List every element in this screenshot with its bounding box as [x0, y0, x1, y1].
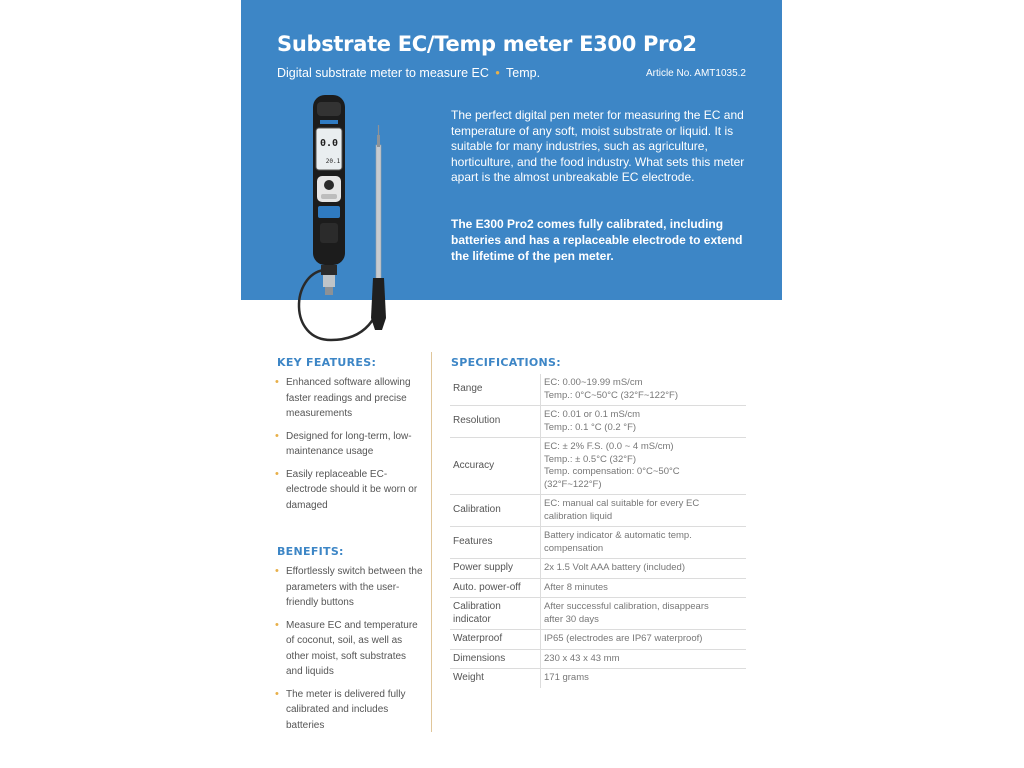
- spec-label: Weight: [450, 669, 541, 688]
- subtitle: [277, 66, 540, 80]
- spec-value-line: After successful calibration, disappears: [544, 601, 709, 612]
- spec-value: [541, 649, 747, 669]
- spec-value-line: Battery indicator & automatic temp.: [544, 530, 692, 541]
- table-row: [450, 669, 746, 688]
- spec-label: Calibration: [450, 495, 541, 527]
- subtitle-temp: Temp.: [506, 66, 541, 80]
- spec-value: [541, 559, 747, 579]
- spec-value-line: (32°F~122°F): [544, 478, 602, 490]
- spec-value: [541, 630, 747, 650]
- table-row: [450, 527, 746, 559]
- table-row: [450, 578, 746, 598]
- table-row: [450, 559, 746, 579]
- meter-connector: [321, 265, 337, 275]
- display-reading-top: 0.0: [319, 138, 339, 149]
- meter-button-icon: [324, 180, 334, 190]
- spec-value-line: IP65 (electrodes are IP67 waterproof): [544, 633, 703, 644]
- spec-label: Waterproof: [450, 630, 541, 650]
- spec-value-line: 230 x 43 x 43 mm: [544, 652, 620, 664]
- key-features-list: [275, 375, 425, 520]
- spec-value-line: EC: 0.01 or 0.1 mS/cm: [544, 409, 641, 420]
- specifications-table: [450, 374, 746, 688]
- spec-label: Power supply: [450, 559, 541, 579]
- meter-device-image: [296, 90, 416, 345]
- meter-cable: [299, 270, 378, 340]
- list-item: • Measure EC and temperature of coconut, soil, as well as other moist, soft substrates and liquids: [275, 618, 425, 680]
- table-row: [450, 649, 746, 669]
- table-row: [450, 406, 746, 438]
- table-row: [450, 495, 746, 527]
- subtitle-separator: •: [495, 66, 500, 80]
- spec-value-line: EC: ± 2% F.S. (0.0 ~ 4 mS/cm): [544, 441, 674, 452]
- list-item: • The meter is delivered fully calibrated and includes batteries: [275, 687, 425, 734]
- spec-label: Calibration indicator: [450, 598, 541, 630]
- spec-value-line: calibration liquid: [544, 510, 613, 522]
- spec-value-line: Temp.: ± 0.5°C (32°F): [544, 453, 637, 465]
- specifications-heading: SPECIFICATIONS:: [451, 356, 561, 369]
- spec-value: [541, 406, 747, 438]
- spec-value-line: Temp.: 0.1 °C (0.2 °F): [544, 421, 637, 433]
- table-row: [450, 598, 746, 630]
- key-features-heading: KEY FEATURES:: [277, 356, 377, 369]
- spec-label: Features: [450, 527, 541, 559]
- spec-value: [541, 598, 747, 630]
- table-row: [450, 438, 746, 495]
- product-sheet: [241, 0, 782, 768]
- spec-value-line: EC: manual cal suitable for every EC: [544, 498, 700, 509]
- spec-value-line: Temp.: 0°C~50°C (32°F~122°F): [544, 389, 679, 401]
- list-item: • Enhanced software allowing faster readings and precise measurements: [275, 375, 425, 422]
- spec-label: Range: [450, 374, 541, 406]
- table-row: [450, 374, 746, 406]
- spec-value: [541, 669, 747, 688]
- benefits-list: [275, 564, 425, 740]
- benefits-heading: BENEFITS:: [277, 545, 344, 558]
- spec-label: Accuracy: [450, 438, 541, 495]
- spec-value-line: After 8 minutes: [544, 581, 608, 593]
- spec-value-line: EC: 0.00~19.99 mS/cm: [544, 377, 643, 388]
- probe-handle: [371, 278, 386, 330]
- spec-value: [541, 578, 747, 598]
- spec-value-line: 171 grams: [544, 672, 589, 683]
- spec-value-line: Temp. compensation: 0°C~50°C: [544, 466, 680, 477]
- article-number: Article No. AMT1035.2: [645, 68, 746, 79]
- spec-value-line: compensation: [544, 542, 604, 554]
- list-item: • Designed for long-term, low-maintenance usage: [275, 429, 425, 460]
- spec-value-line: 2x 1.5 Volt AAA battery (included): [544, 562, 686, 573]
- list-item: • Effortlessly switch between the parameters with the user-friendly buttons: [275, 564, 425, 611]
- spec-value-line: after 30 days: [544, 613, 599, 625]
- column-divider: [431, 352, 432, 732]
- spec-label: Auto. power-off: [450, 578, 541, 598]
- display-reading-bottom: 20.1: [325, 158, 341, 165]
- intro-paragraph: The perfect digital pen meter for measuring the EC and temperature of any soft, moist substrate or liquid. It is suitable for many industries, such as agriculture, horticulture, and the food industry. What sets this meter apart is the almost unbreakable EC electrode.: [451, 108, 745, 184]
- spec-label: Dimensions: [450, 649, 541, 669]
- table-row: [450, 630, 746, 650]
- intro-bold-paragraph: The E300 Pro2 comes fully calibrated, including batteries and has a replaceable electrode to extend the lifetime of the pen meter.: [451, 217, 743, 263]
- probe-rod: [376, 145, 381, 280]
- spec-value: [541, 527, 747, 559]
- page-title: Substrate EC/Temp meter E300 Pro2: [277, 32, 697, 56]
- list-item: • Easily replaceable EC-electrode should it be worn or damaged: [275, 467, 425, 514]
- spec-value: [541, 495, 747, 527]
- spec-value: [541, 438, 747, 495]
- subtitle-text: Digital substrate meter to measure: [277, 66, 469, 80]
- spec-label: Resolution: [450, 406, 541, 438]
- spec-value: [541, 374, 747, 406]
- subtitle-ec: EC: [471, 66, 489, 80]
